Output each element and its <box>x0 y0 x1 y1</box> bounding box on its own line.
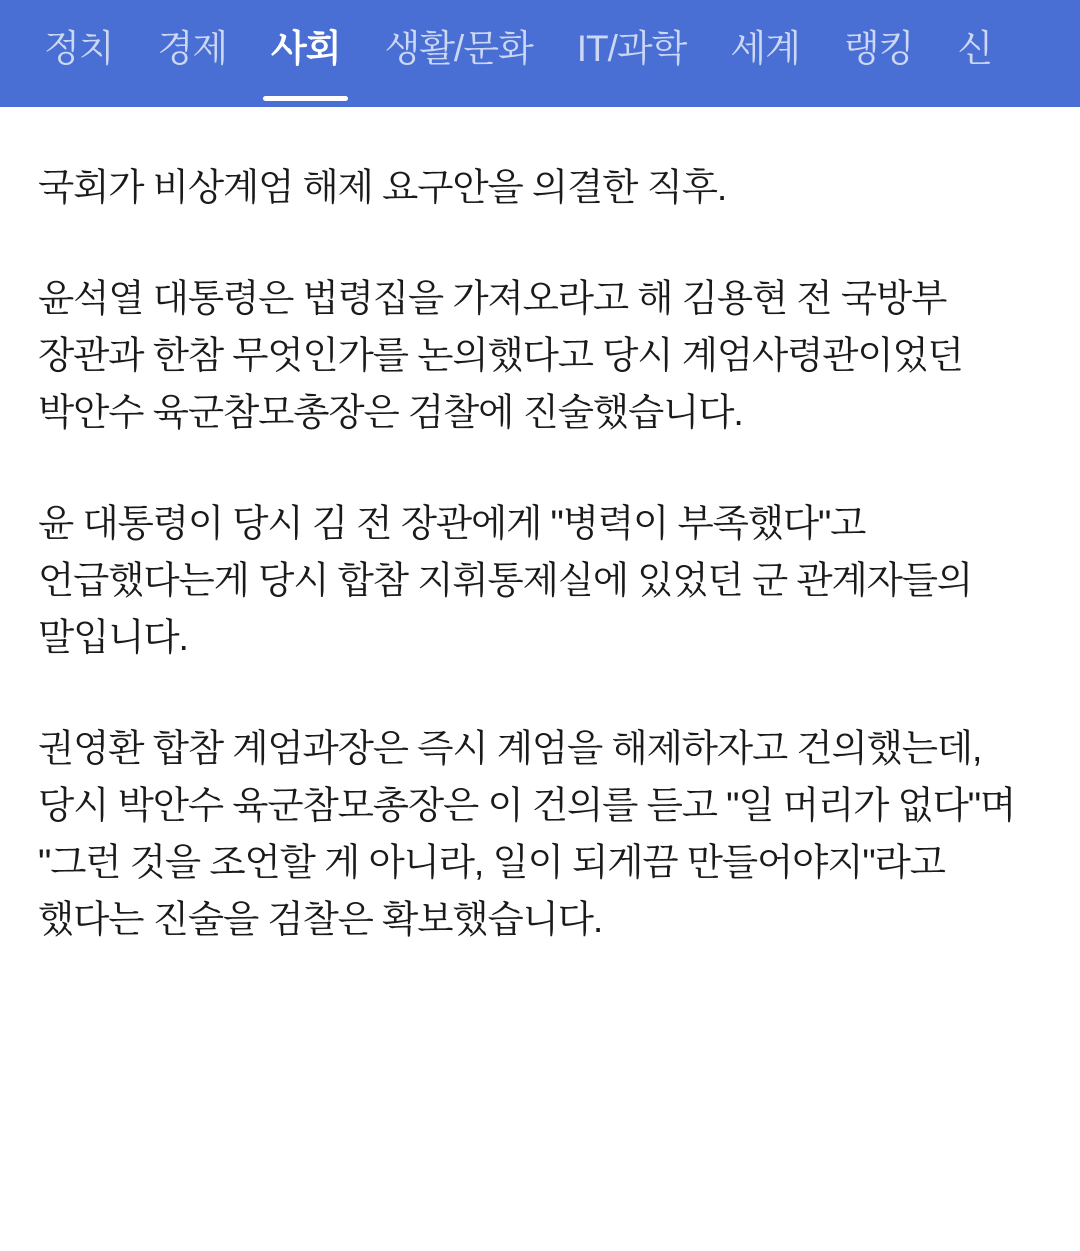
article-paragraph: 윤 대통령이 당시 김 전 장관에게 "병력이 부족했다"고 언급했다는게 당시 합참 지휘통제실에 있었던 군 관계자들의 말입니다. <box>38 502 973 658</box>
nav-item-economy[interactable] <box>135 0 248 107</box>
nav-item-society[interactable] <box>249 0 362 107</box>
nav-item-newspaper[interactable] <box>935 0 1014 107</box>
nav-item-label: 세계 <box>730 28 800 69</box>
article-paragraph: 윤석열 대통령은 법령집을 가져오라고 해 김용현 전 국방부 장관과 한참 무엇인가를 논의했다고 당시 계엄사령관이었던 박안수 육군참모총장은 검찰에 진술했습니다. <box>38 277 963 433</box>
nav-item-it-science[interactable] <box>555 0 709 107</box>
nav-item-label: 사회 <box>270 28 341 69</box>
nav-item-label: 신 <box>957 28 993 69</box>
nav-item-politics[interactable] <box>22 0 135 107</box>
nav-item-label: IT/과학 <box>576 28 687 69</box>
nav-item-label: 생활/문화 <box>384 28 533 69</box>
nav-item-life-culture[interactable] <box>362 0 554 107</box>
article-paragraph: 국회가 비상계엄 해제 요구안을 의결한 직후. <box>38 166 727 208</box>
nav-item-ranking[interactable] <box>822 0 935 107</box>
category-nav-bar[interactable] <box>0 0 1080 107</box>
nav-item-label: 랭킹 <box>843 28 914 69</box>
article-body <box>0 107 1080 948</box>
nav-item-label: 경제 <box>157 28 227 69</box>
nav-item-label: 정치 <box>44 28 114 69</box>
nav-item-world[interactable] <box>708 0 821 107</box>
article-paragraph: 권영환 합참 계엄과장은 즉시 계엄을 해제하자고 건의했는데, 당시 박안수 육군참모총장은 이 건의를 듣고 "일 머리가 없다"며 "그런 것을 조언할 게 아니라, 일이 되게끔 만들어야지"라고 했다는 진술을 검찰은 확보했습니다. <box>38 727 1016 940</box>
